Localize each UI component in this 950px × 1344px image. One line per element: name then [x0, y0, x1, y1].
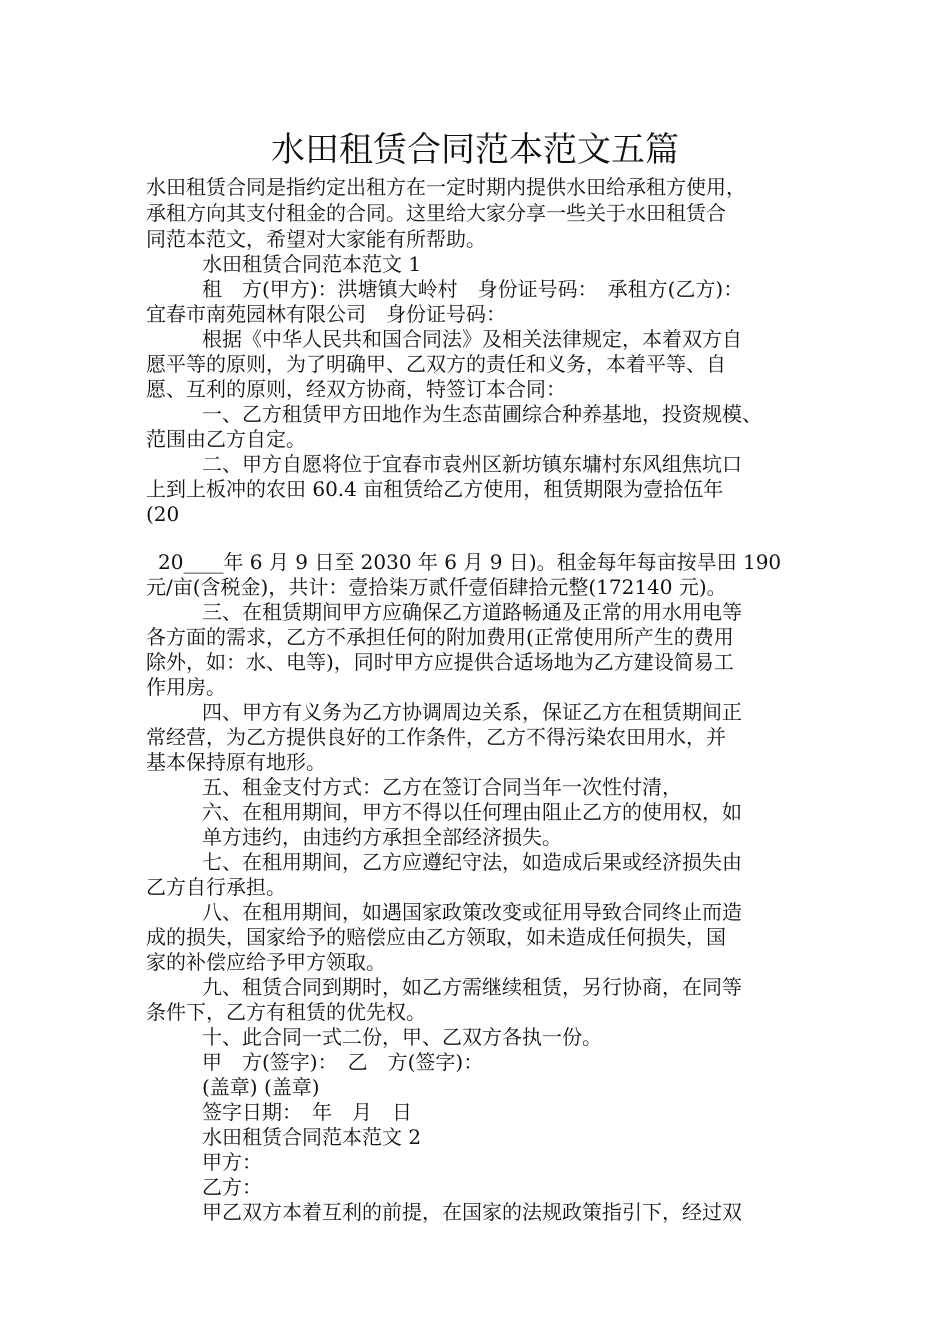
date-line: 签字日期： 年 月 日 [202, 1100, 412, 1124]
text-line: 成的损失，国家给予的赔偿应由乙方领取，如未造成任何损失，国 [146, 925, 726, 949]
text-line: 各方面的需求，乙方不承担任何的附加费用(正常使用所产生的费用 [146, 625, 734, 649]
text-line: 宜春市南苑园林有限公司 身份证号码： [146, 302, 506, 326]
text-line: 甲乙双方本着互利的前提，在国家的法规政策指引下，经过双 [202, 1200, 742, 1224]
text-line: 同范本范文，希望对大家能有所帮助。 [146, 227, 486, 251]
text-line: 上到上板冲的农田 60.4 亩租赁给乙方使用，租赁期限为壹拾伍年 [146, 477, 724, 501]
text-line: 三、在租赁期间甲方应确保乙方道路畅通及正常的用水用电等 [202, 600, 742, 624]
document-title: 水田租赁合同范本范文五篇 [271, 130, 679, 170]
text-line: 二、甲方自愿将位于宜春市袁州区新坊镇东墉村东风组焦坑口 [202, 452, 742, 476]
text-line: 一、乙方租赁甲方田地作为生态苗圃综合种养基地，投资规模、 [202, 402, 762, 426]
party-b-line: 乙方： [202, 1175, 262, 1199]
text-line: 作用房。 [146, 675, 226, 699]
text-line: 五、租金支付方式：乙方在签订合同当年一次性付清， [202, 775, 682, 799]
seal-line: (盖章) (盖章) [202, 1075, 320, 1099]
text-line: 租 方(甲方)：洪塘镇大岭村 身份证号码： 承租方(乙方)： [202, 277, 744, 301]
text-line: 范围由乙方自定。 [146, 427, 306, 451]
text-line: 20____年 6 月 9 日至 2030 年 6 月 9 日)。租金每年每亩按旱田 190 [158, 550, 782, 574]
text-line: 家的补偿应给予甲方领取。 [146, 950, 386, 974]
signature-line: 甲 方(签字)： 乙 方(签字)： [202, 1050, 484, 1074]
text-line: 基本保持原有地形。 [146, 750, 326, 774]
section-heading: 水田租赁合同范本范文 1 [202, 252, 422, 276]
section-heading: 水田租赁合同范本范文 2 [202, 1125, 422, 1149]
text-line: 除外，如：水、电等)，同时甲方应提供合适场地为乙方建设简易工 [146, 650, 734, 674]
text-line: 六、在租用期间，甲方不得以任何理由阻止乙方的使用权，如 [202, 800, 742, 824]
text-line: (20 [146, 502, 180, 526]
text-line: 九、租赁合同到期时，如乙方需继续租赁，另行协商，在同等 [202, 975, 742, 999]
text-line: 水田租赁合同是指约定出租方在一定时期内提供水田给承租方使用， [146, 175, 746, 199]
text-line: 常经营，为乙方提供良好的工作条件，乙方不得污染农田用水，并 [146, 725, 726, 749]
text-line: 乙方自行承担。 [146, 875, 286, 899]
text-line: 愿平等的原则，为了明确甲、乙双方的责任和义务，本着平等、自 [146, 352, 726, 376]
text-line: 七、在租用期间，乙方应遵纪守法，如造成后果或经济损失由 [202, 850, 742, 874]
text-line: 十、此合同一式二份，甲、乙双方各执一份。 [202, 1025, 602, 1049]
text-line: 单方违约，由违约方承担全部经济损失。 [202, 825, 562, 849]
text-line: 元/亩(含税金)，共计：壹拾柒万贰仟壹佰肆拾元整(172140 元)。 [146, 575, 727, 599]
text-line: 承租方向其支付租金的合同。这里给大家分享一些关于水田租赁合 [146, 201, 726, 225]
text-line: 根据《中华人民共和国合同法》及相关法律规定，本着双方自 [202, 327, 742, 351]
text-line: 八、在租用期间，如遇国家政策改变或征用导致合同终止而造 [202, 900, 742, 924]
text-line: 条件下，乙方有租赁的优先权。 [146, 1000, 426, 1024]
text-line: 愿、互利的原则，经双方协商，特签订本合同： [146, 377, 566, 401]
text-line: 四、甲方有义务为乙方协调周边关系，保证乙方在租赁期间正 [202, 700, 742, 724]
party-a-line: 甲方： [202, 1150, 262, 1174]
